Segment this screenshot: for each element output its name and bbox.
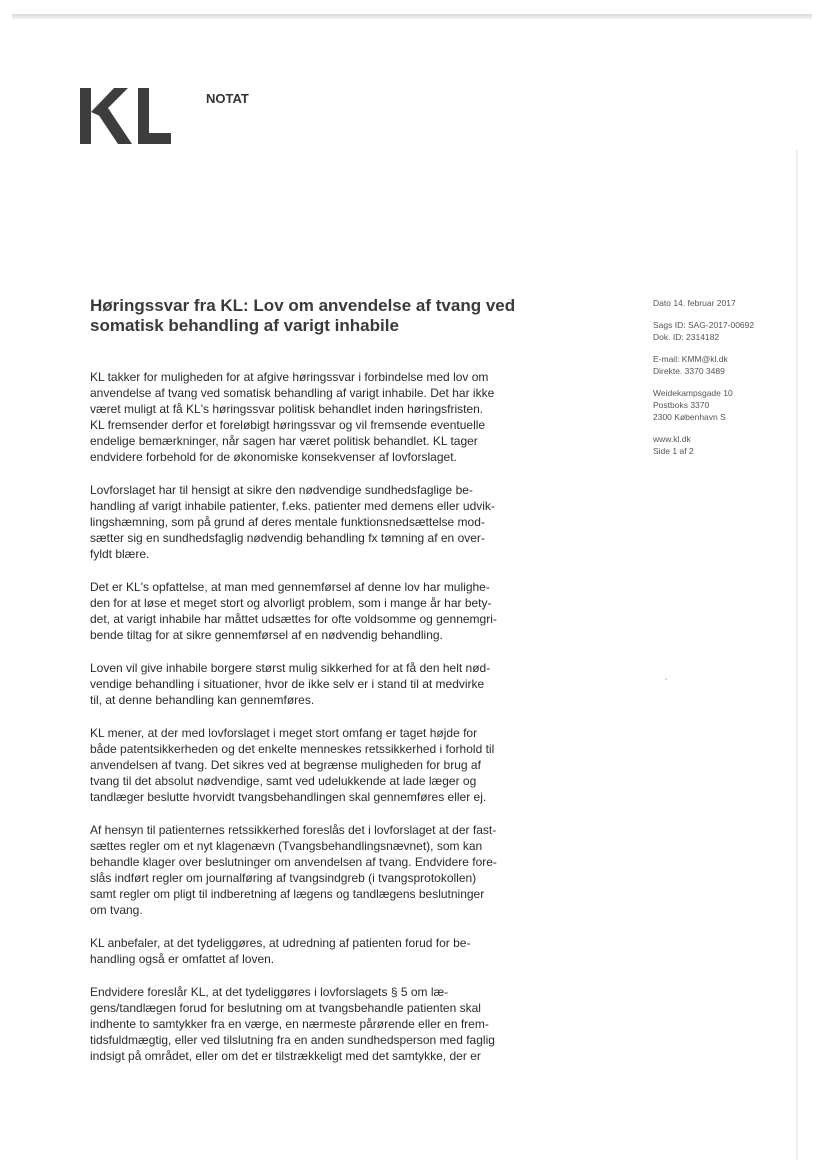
paragraph-line: til, at denne behandling kan gennemføres. [90, 693, 315, 707]
paragraph-line: om tvang. [90, 903, 143, 917]
metadata-line: E-mail: KMM@kl.dk [653, 354, 728, 364]
metadata-line: Dato 14. februar 2017 [653, 298, 736, 308]
paragraph-line: Loven vil give inhabile borgere størst mulig sikkerhed for at få den helt nød- [90, 661, 491, 675]
paragraph-line: anvendelse af tvang ved somatisk behandling af varigt inhabile. Det har ikke [90, 386, 495, 400]
paragraph-line: indhente to samtykker fra en værge, en nærmeste pårørende eller en frem- [90, 1017, 489, 1031]
document-body [90, 369, 550, 1081]
page-title [90, 296, 560, 336]
paragraph-line: lingshæmning, som på grund af deres mentale funktionsnedsættelse mod- [90, 515, 485, 529]
metadata-line: Sags ID: SAG-2017-00692 [653, 320, 755, 330]
paragraph-line: tandlæger beslutte hvorvidt tvangsbehandlingen skal gennemføres eller ej. [90, 790, 487, 804]
paragraph-line: handling af varigt inhabile patienter, f.eks. patienter med demens eller udvik- [90, 499, 495, 513]
paragraph-line: endelige bemærkninger, når sagen har været politisk behandlet. KL tager [90, 434, 478, 448]
metadata-line: Postboks 3370 [653, 400, 710, 410]
paragraph-line: KL mener, at der med lovforslaget i meget stort omfang er taget højde for [90, 726, 478, 740]
body-paragraph [90, 579, 550, 643]
body-paragraph [90, 822, 550, 918]
document-type-label: NOTAT [206, 91, 249, 106]
body-paragraph [90, 935, 550, 967]
metadata-line: Direkte. 3370 3489 [653, 366, 725, 376]
body-paragraph [90, 984, 550, 1064]
paragraph-line: været muligt at få KL's høringssvar politisk behandlet inden høringsfristen. [90, 402, 484, 416]
metadata-line: Side 1 af 2 [653, 446, 694, 456]
paragraph-line: vendige behandling i situationer, hvor de ikke selv er i stand til at medvirke [90, 677, 485, 691]
body-paragraph [90, 482, 550, 562]
scan-edge-top [12, 14, 812, 19]
paragraph-line: tidsfuldmægtig, eller ved tilslutning fra en anden sundhedsperson med faglig [90, 1033, 495, 1047]
metadata-group [653, 297, 793, 309]
paragraph-line: anvendelsen af tvang. Det sikres ved at begrænse muligheden for brug af [90, 758, 481, 772]
paragraph-line: Af hensyn til patienternes retssikkerhed foreslås det i lovforslaget at der fast- [90, 823, 497, 837]
body-paragraph [90, 660, 550, 708]
metadata-group [653, 433, 793, 457]
paragraph-line: KL anbefaler, at det tydeliggøres, at udredning af patienten forud for be- [90, 936, 471, 950]
scan-speck [665, 678, 667, 680]
paragraph-line: sættes regler om et nyt klagenævn (Tvangsbehandlingsnævnet), som kan [90, 839, 483, 853]
title-line: somatisk behandling af varigt inhabile [90, 316, 399, 335]
paragraph-line: KL takker for muligheden for at afgive høringssvar i forbindelse med lov om [90, 370, 489, 384]
document-metadata [653, 297, 793, 467]
metadata-group [653, 353, 793, 377]
body-paragraph [90, 369, 550, 465]
paragraph-line: KL fremsender derfor et foreløbigt høringssvar og vil fremsende eventuelle [90, 418, 486, 432]
paragraph-line: endvidere forbehold for de økonomiske konsekvenser af lovforslaget. [90, 450, 457, 464]
paragraph-line: gens/tandlægen forud for beslutning om at tvangsbehandle patienten skal [90, 1001, 481, 1015]
paragraph-line: slås indført regler om journalføring af tvangsindgreb (i tvangsprotokollen) [90, 871, 477, 885]
paragraph-line: behandle klager over beslutninger om anvendelsen af tvang. Endvidere fore- [90, 855, 497, 869]
paragraph-line: Endvidere foreslår KL, at det tydeliggøres i lovforslagets § 5 om læ- [90, 985, 449, 999]
metadata-line: www.kl.dk [653, 434, 691, 444]
paragraph-line: det, at varigt inhabile har måttet udsættes for ofte voldsomme og gennemgri- [90, 612, 497, 626]
paragraph-line: fyldt blære. [90, 547, 150, 561]
paragraph-line: samt regler om pligt til indberetning af lægens og tandlægens beslutninger [90, 887, 485, 901]
paragraph-line: bende tiltag for at sikre gennemførsel af en nødvendig behandling. [90, 628, 443, 642]
scan-edge-right [796, 150, 798, 1160]
paragraph-line: både patentsikkerheden og det enkelte menneskes retssikkerhed i forhold til [90, 742, 495, 756]
paragraph-line: tvang til det absolut nødvendige, samt ved udelukkende at lade læger og [90, 774, 477, 788]
paragraph-line: indsigt på området, eller om det er tilstrækkeligt med det samtykke, der er [90, 1049, 481, 1063]
metadata-group [653, 387, 793, 423]
paragraph-line: Det er KL's opfattelse, at man med gennemførsel af denne lov har mulighe- [90, 580, 490, 594]
metadata-line: Dok. ID: 2314182 [653, 332, 720, 342]
metadata-line: 2300 København S [653, 412, 726, 422]
paragraph-line: den for at løse et meget stort og alvorligt problem, som i mange år har bety- [90, 596, 492, 610]
title-line: Høringssvar fra KL: Lov om anvendelse af tvang ved [90, 296, 516, 315]
paragraph-line: sætter sig en sundhedsfaglig nødvendig behandling fx tømning af en over- [90, 531, 485, 545]
kl-logo [80, 88, 175, 148]
body-paragraph [90, 725, 550, 805]
paragraph-line: handling også er omfattet af loven. [90, 952, 275, 966]
paragraph-line: Lovforslaget har til hensigt at sikre den nødvendige sundhedsfaglige be- [90, 483, 473, 497]
metadata-line: Weidekampsgade 10 [653, 388, 733, 398]
metadata-group [653, 319, 793, 343]
